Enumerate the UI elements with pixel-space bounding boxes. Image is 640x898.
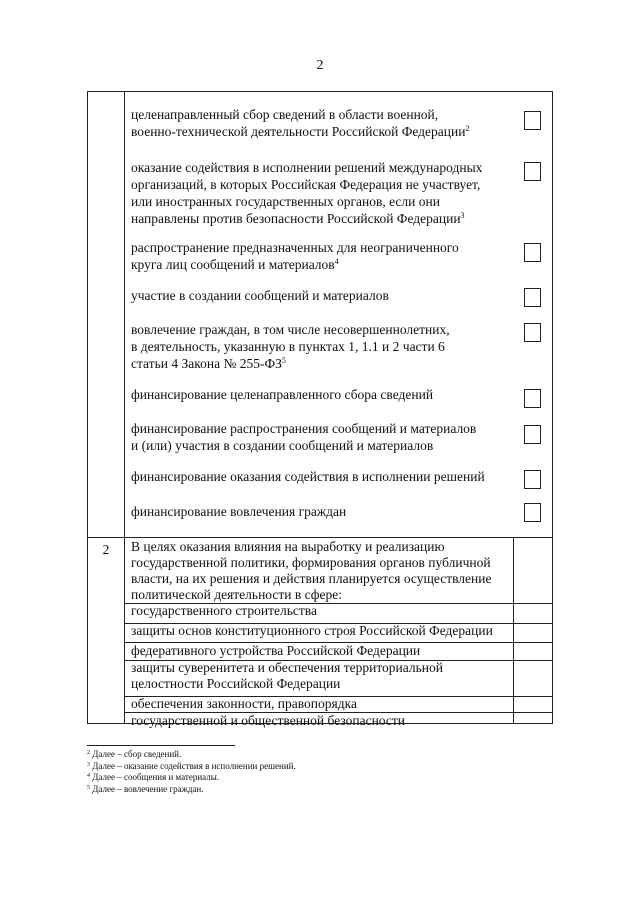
footnote-rule [87, 745, 235, 746]
footnote-text: Далее – сообщения и материалы. [92, 772, 220, 782]
item-text-line: и (или) участия в создании сообщений и материалов [131, 438, 434, 453]
sphere-row [131, 696, 511, 712]
activity-item [131, 106, 511, 140]
section-divider [88, 537, 552, 538]
activity-item [131, 321, 511, 372]
sphere-row [131, 623, 511, 639]
sphere-row [131, 603, 511, 619]
footnote-text: Далее – сбор сведений. [92, 749, 182, 759]
item-text-line: военно-технической деятельности Российской Федерации [131, 124, 466, 139]
item-text-line: финансирование вовлечения граждан [131, 504, 347, 519]
intro-text-line: политической деятельности в сфере: [131, 587, 343, 602]
footnote [87, 749, 296, 761]
activity-item [131, 420, 511, 454]
checkbox[interactable] [524, 288, 541, 307]
item-text-line: круга лиц сообщений и материалов [131, 257, 335, 272]
checkbox[interactable] [524, 243, 541, 262]
footnote [87, 784, 296, 796]
checkbox[interactable] [524, 111, 541, 130]
sphere-text-line: защиты основ конституционного строя Российской Федерации [131, 623, 493, 638]
activity-item [131, 159, 511, 227]
footnote-text: Далее – оказание содействия в исполнении решений. [92, 760, 296, 771]
table-column-divider [124, 92, 125, 723]
footnote-ref: 5 [281, 356, 286, 365]
activity-item [131, 386, 511, 403]
footnote-mark: 5 [87, 784, 90, 791]
footnote [87, 761, 296, 773]
activity-item [131, 503, 511, 520]
checkbox[interactable] [524, 389, 541, 408]
item-text-line: финансирование распространения сообщений и материалов [131, 421, 477, 436]
item-text-line: распространение предназначенных для неограниченного [131, 240, 459, 255]
item-text-line: целенаправленный сбор сведений в области военной, [131, 107, 439, 122]
activity-item [131, 287, 511, 304]
footnote-mark: 2 [87, 750, 90, 756]
sphere-text-line: государственного строительства [131, 603, 317, 618]
checkbox[interactable] [524, 503, 541, 522]
sphere-row [131, 643, 511, 659]
sphere-row [131, 713, 511, 729]
footnote-ref: 3 [460, 211, 465, 220]
footnote-mark: 4 [87, 773, 90, 779]
footnote-ref: 2 [465, 124, 470, 133]
intro-text-line: власти, на их решения и действия планируется осуществление [131, 571, 492, 586]
activity-item [131, 239, 511, 273]
item-text-line: финансирование оказания содействия в исполнении решений [131, 469, 485, 484]
form-table [87, 91, 553, 728]
section2-intro [131, 539, 511, 603]
footnote-text: Далее – вовлечение граждан. [92, 783, 204, 794]
footnote-mark: 3 [87, 761, 90, 768]
sphere-row [131, 660, 511, 692]
item-text-line: направлены против безопасности Российской Федерации [131, 211, 461, 226]
intro-text-line: государственной политики, формирования органов публичной [131, 555, 491, 570]
item-text-line: оказание содействия в исполнении решений международных [131, 160, 483, 175]
checkbox[interactable] [524, 162, 541, 181]
sphere-text-line: обеспечения законности, правопорядка [131, 696, 357, 711]
sphere-text-line: федеративного устройства Российской Федерации [131, 643, 421, 658]
sphere-text-line: государственной и общественной безопасности [131, 713, 405, 728]
activity-item [131, 468, 511, 485]
item-text-line: участие в создании сообщений и материалов [131, 288, 389, 303]
item-text-line: финансирование целенаправленного сбора сведений [131, 387, 434, 402]
footnote [87, 772, 296, 784]
item-text-line: вовлечение граждан, в том числе несовершеннолетних, [131, 322, 450, 337]
footnotes [87, 749, 296, 795]
checkbox[interactable] [524, 323, 541, 342]
page-number: 2 [316, 58, 324, 73]
sphere-text-line: защиты суверенитета и обеспечения территориальной [131, 660, 443, 675]
section-number: 2 [102, 542, 110, 557]
item-text-line: в деятельность, указанную в пунктах 1, 1.1 и 2 части 6 [131, 339, 445, 354]
item-text-line: организаций, в которых Российская Федерация не участвует, [131, 177, 481, 192]
intro-text-line: В целях оказания влияния на выработку и реализацию [131, 539, 445, 554]
checkbox[interactable] [524, 470, 541, 489]
item-text-line: или иностранных государственных органов, если они [131, 194, 440, 209]
sphere-text-line: целостности Российской Федерации [131, 676, 341, 691]
footnote-ref: 4 [334, 257, 339, 266]
checkbox[interactable] [524, 425, 541, 444]
item-text-line: статьи 4 Закона № 255-ФЗ [131, 356, 282, 371]
